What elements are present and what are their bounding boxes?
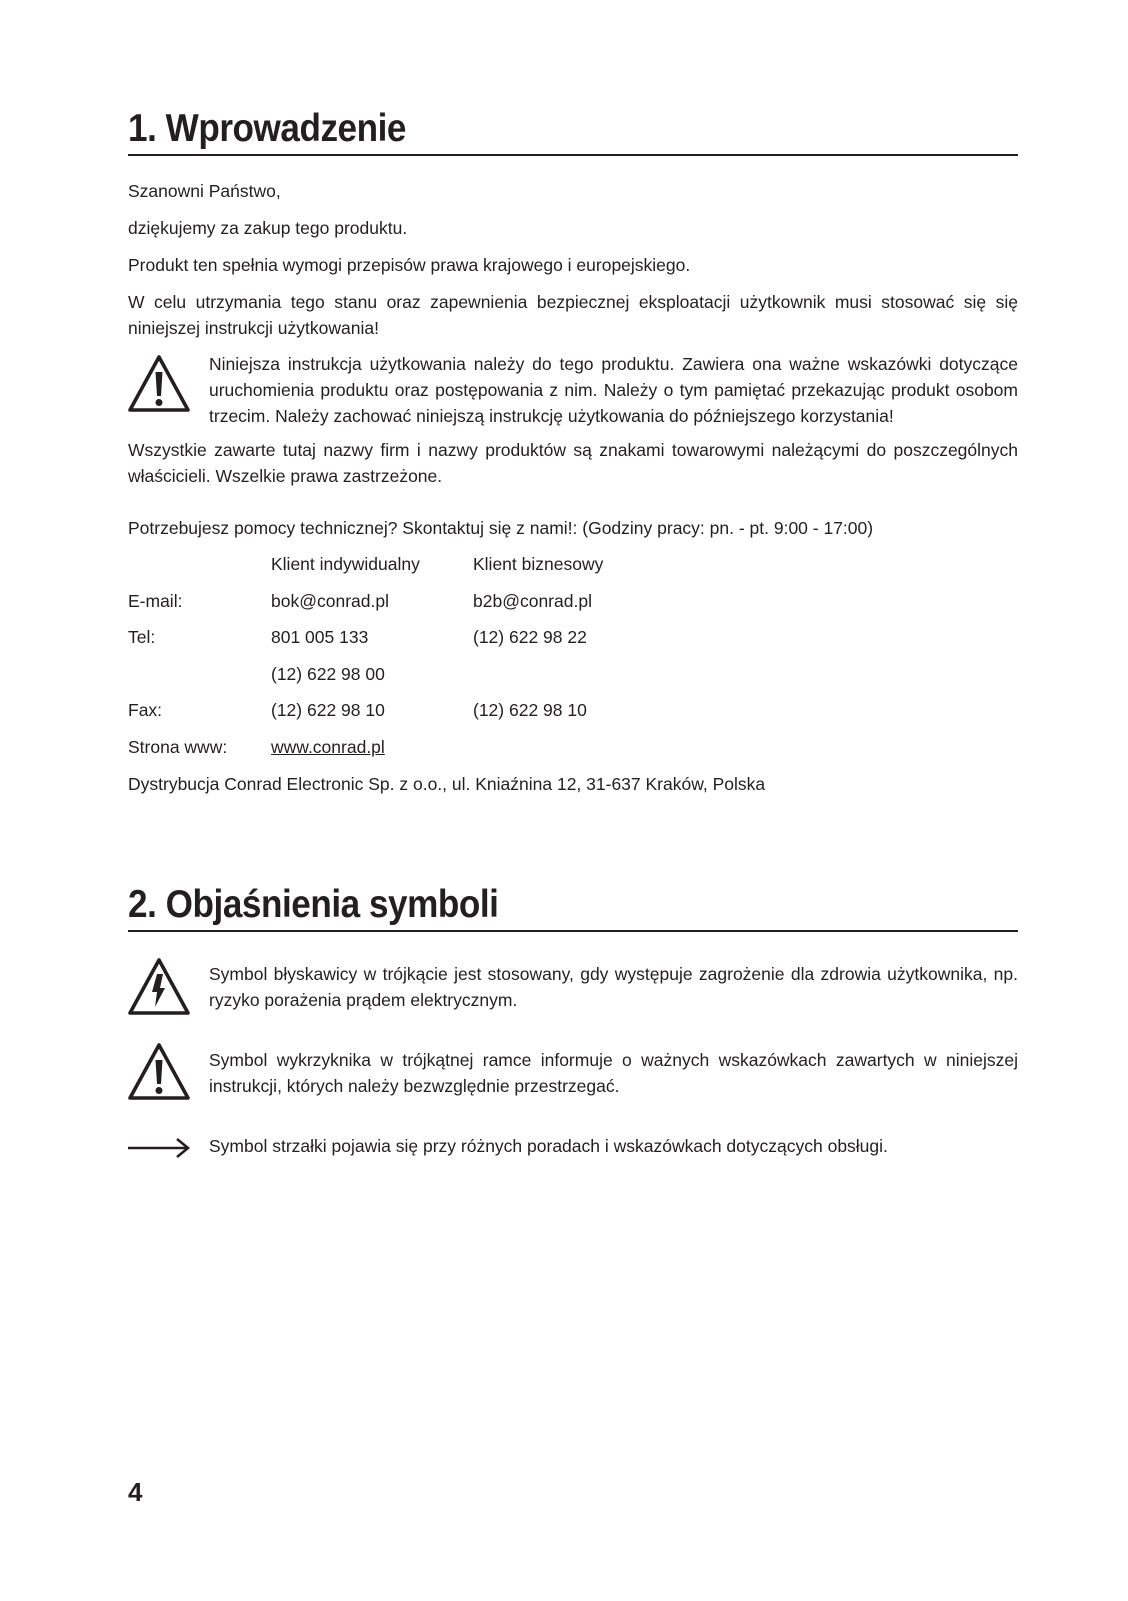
header-business: Klient biznesowy — [473, 554, 604, 574]
fax-individual: (12) 622 98 10 — [271, 700, 385, 720]
heading-underline — [128, 154, 1018, 156]
website-link[interactable]: www.conrad.pl — [271, 737, 385, 757]
email-business[interactable]: b2b@conrad.pl — [473, 591, 592, 611]
trademarks-paragraph: Wszystkie zawarte tutaj nazwy firm i nazwy produktów są znakami towarowymi należącymi do poszczególnych właścicieli. Wszelkie prawa zastrzeżone. — [128, 440, 1018, 486]
fax-business: (12) 622 98 10 — [473, 700, 587, 720]
arrow-symbol-description: Symbol strzałki pojawia się przy różnych poradach i wskazówkach dotyczących obsługi. — [209, 1136, 888, 1156]
compliance-paragraph: Produkt ten spełnia wymogi przepisów prawa krajowego i europejskiego. — [128, 255, 691, 275]
exclamation-symbol-description: Symbol wykrzyknika w trójkątnej ramce informuje o ważnych wskazówkach zawartych w niniejszej instrukcji, których należy bezwzględnie przestrzegać. — [209, 1050, 1018, 1096]
distribution-line: Dystrybucja Conrad Electronic Sp. z o.o., ul. Kniaźnina 12, 31-637 Kraków, Polska — [128, 774, 766, 794]
page-number: 4 — [128, 1477, 143, 1507]
exclamation-triangle-icon — [126, 352, 192, 418]
tel-individual-2: (12) 622 98 00 — [271, 664, 385, 684]
exclamation-triangle-icon — [126, 1040, 192, 1106]
section-heading-introduction: 1. Wprowadzenie — [128, 107, 407, 150]
email-label: E-mail: — [128, 591, 183, 611]
tel-individual: 801 005 133 — [271, 627, 369, 647]
header-individual: Klient indywidualny — [271, 554, 420, 574]
heading-underline — [128, 930, 1018, 932]
section-heading-symbols: 2. Objaśnienia symboli — [128, 883, 499, 926]
www-label: Strona www: — [128, 737, 228, 757]
email-individual[interactable]: bok@conrad.pl — [271, 591, 389, 611]
lightning-triangle-icon — [126, 955, 192, 1021]
thanks-paragraph: dziękujemy za zakup tego produktu. — [128, 218, 408, 238]
lightning-symbol-description: Symbol błyskawicy w trójkącie jest stosowany, gdy występuje zagrożenie dla zdrowia użytkownika, np. ryzyko porażenia prądem elektrycznym. — [209, 964, 1018, 1010]
tel-label: Tel: — [128, 627, 156, 647]
tel-business: (12) 622 98 22 — [473, 627, 587, 647]
right-arrow-icon — [127, 1136, 191, 1160]
maintain-paragraph: W celu utrzymania tego stanu oraz zapewnienia bezpiecznej eksploatacji użytkownik musi stosować się się niniejszej instrukcji użytkowania! — [128, 292, 1018, 338]
fax-label: Fax: — [128, 700, 163, 720]
warning-note-paragraph: Niniejsza instrukcja użytkowania należy do tego produktu. Zawiera ona ważne wskazówki dotyczące uruchomienia produktu oraz postępowania z nim. Należy o tym pamiętać przekazując produkt osobom trzecim. Należy zachować niniejszą instrukcję użytkowania do późniejszego korzystania! — [209, 354, 1018, 426]
support-intro: Potrzebujesz pomocy technicznej? Skontaktuj się z nami!: (Godziny pracy: pn. - pt. 9:00 - 17:00) — [128, 518, 874, 538]
greeting-paragraph: Szanowni Państwo, — [128, 181, 281, 201]
